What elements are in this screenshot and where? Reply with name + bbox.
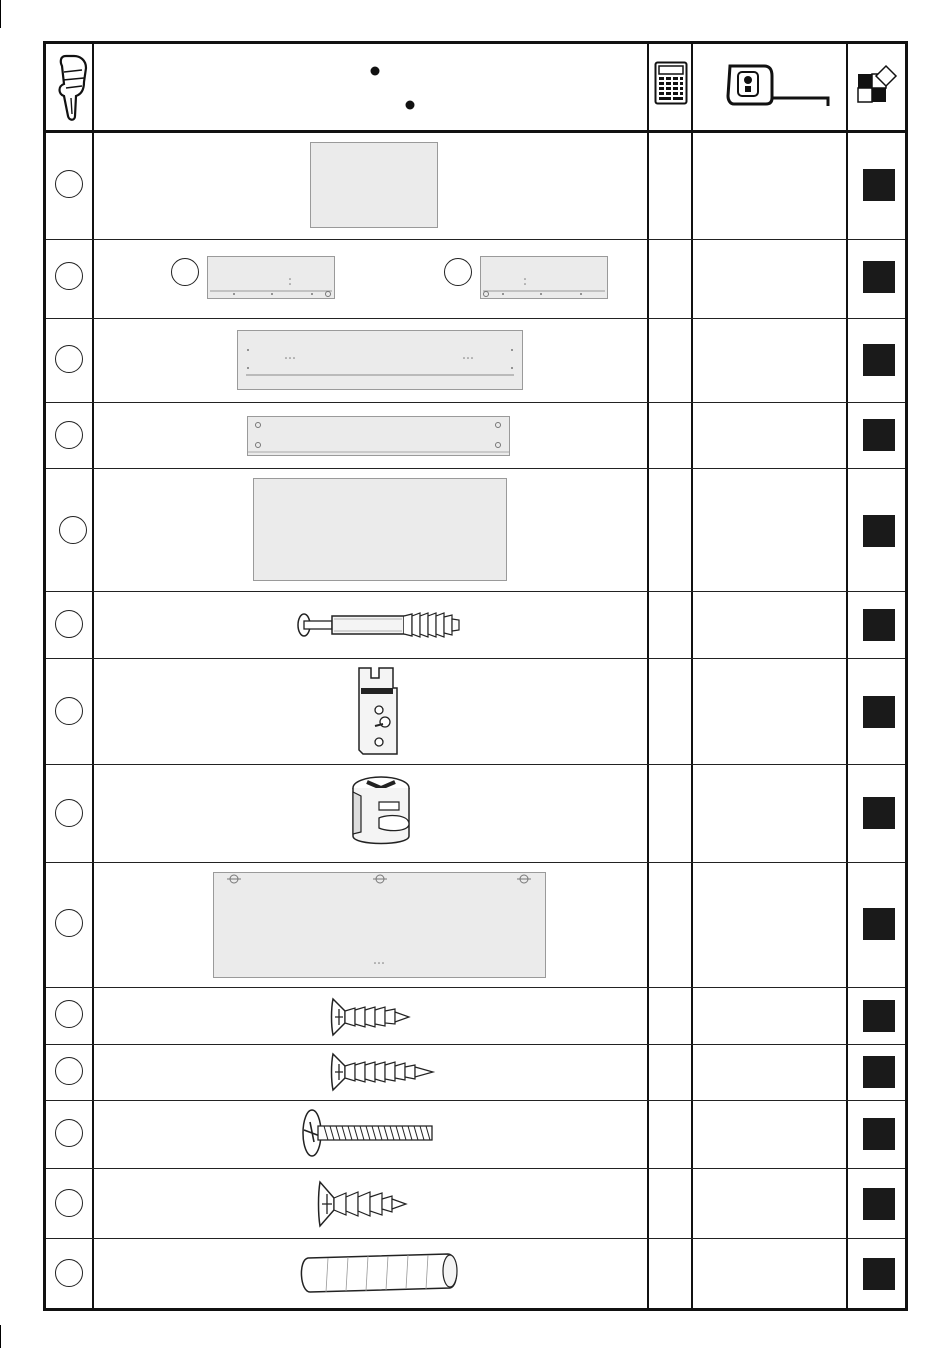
finish-swatch-dark bbox=[863, 344, 895, 376]
column-divider-2 bbox=[647, 44, 649, 1308]
wooden-dowel-icon bbox=[298, 1248, 462, 1298]
row-divider bbox=[46, 764, 905, 765]
row-number-circle bbox=[55, 610, 83, 638]
panel-square bbox=[310, 142, 438, 228]
finish-swatch-dark bbox=[863, 1056, 895, 1088]
row-divider bbox=[46, 1044, 905, 1045]
row-number-circle bbox=[55, 1119, 83, 1147]
narrow-strip bbox=[247, 416, 510, 456]
sub-part-circle bbox=[171, 258, 199, 286]
row-number-circle bbox=[55, 1259, 83, 1287]
header-bullet bbox=[405, 100, 415, 110]
color-swatch-icon bbox=[856, 64, 900, 106]
row-number-circle bbox=[55, 1189, 83, 1217]
finish-swatch-dark bbox=[863, 797, 895, 829]
calculator-icon bbox=[654, 61, 688, 105]
row-number-circle bbox=[55, 170, 83, 198]
parts-list-table bbox=[43, 41, 908, 1311]
header-bullet bbox=[370, 66, 380, 76]
finish-swatch-dark bbox=[863, 609, 895, 641]
countersunk-screw-icon bbox=[316, 1178, 410, 1230]
crop-mark-bottom-left bbox=[0, 1325, 1, 1348]
row-number-circle bbox=[55, 799, 83, 827]
row-number-circle bbox=[55, 1057, 83, 1085]
row-number-circle bbox=[59, 516, 87, 544]
finish-swatch-dark bbox=[863, 419, 895, 451]
finish-swatch-dark bbox=[863, 169, 895, 201]
finish-swatch-dark bbox=[863, 515, 895, 547]
sub-part-circle bbox=[444, 258, 472, 286]
row-divider bbox=[46, 318, 905, 319]
row-divider bbox=[46, 1168, 905, 1169]
row-divider bbox=[46, 987, 905, 988]
row-divider bbox=[46, 658, 905, 659]
row-divider bbox=[46, 239, 905, 240]
long-screw-icon bbox=[329, 1050, 437, 1094]
finish-swatch-dark bbox=[863, 261, 895, 293]
hanging-bracket-icon bbox=[353, 666, 405, 758]
short-screw-icon bbox=[329, 995, 413, 1039]
tape-measure-icon bbox=[724, 60, 834, 112]
cam-lock-icon bbox=[343, 774, 415, 854]
finish-swatch-dark bbox=[863, 696, 895, 728]
column-divider-4 bbox=[846, 44, 848, 1308]
cam-bolt-icon bbox=[294, 608, 464, 642]
long-panel bbox=[237, 330, 523, 390]
side-panel-left bbox=[207, 256, 335, 299]
row-divider bbox=[46, 1100, 905, 1101]
finish-swatch-dark bbox=[863, 908, 895, 940]
row-number-circle bbox=[55, 697, 83, 725]
row-number-circle bbox=[55, 421, 83, 449]
row-divider bbox=[46, 591, 905, 592]
row-divider bbox=[46, 468, 905, 469]
row-number-circle bbox=[55, 1000, 83, 1028]
crop-mark-top-left bbox=[0, 0, 1, 28]
row-divider bbox=[46, 402, 905, 403]
rectangular-panel bbox=[253, 478, 507, 581]
side-panel-right bbox=[480, 256, 608, 299]
row-divider bbox=[46, 862, 905, 863]
pointing-hand-icon bbox=[54, 54, 90, 122]
column-divider-3 bbox=[691, 44, 693, 1308]
header-divider bbox=[46, 130, 905, 133]
row-number-circle bbox=[55, 262, 83, 290]
row-number-circle bbox=[55, 345, 83, 373]
back-panel bbox=[213, 872, 546, 978]
finish-swatch-dark bbox=[863, 1188, 895, 1220]
finish-swatch-dark bbox=[863, 1118, 895, 1150]
finish-swatch-dark bbox=[863, 1258, 895, 1290]
row-number-circle bbox=[55, 909, 83, 937]
machine-screw-icon bbox=[300, 1106, 436, 1160]
row-divider bbox=[46, 1238, 905, 1239]
finish-swatch-dark bbox=[863, 1000, 895, 1032]
column-divider-1 bbox=[92, 44, 94, 1308]
